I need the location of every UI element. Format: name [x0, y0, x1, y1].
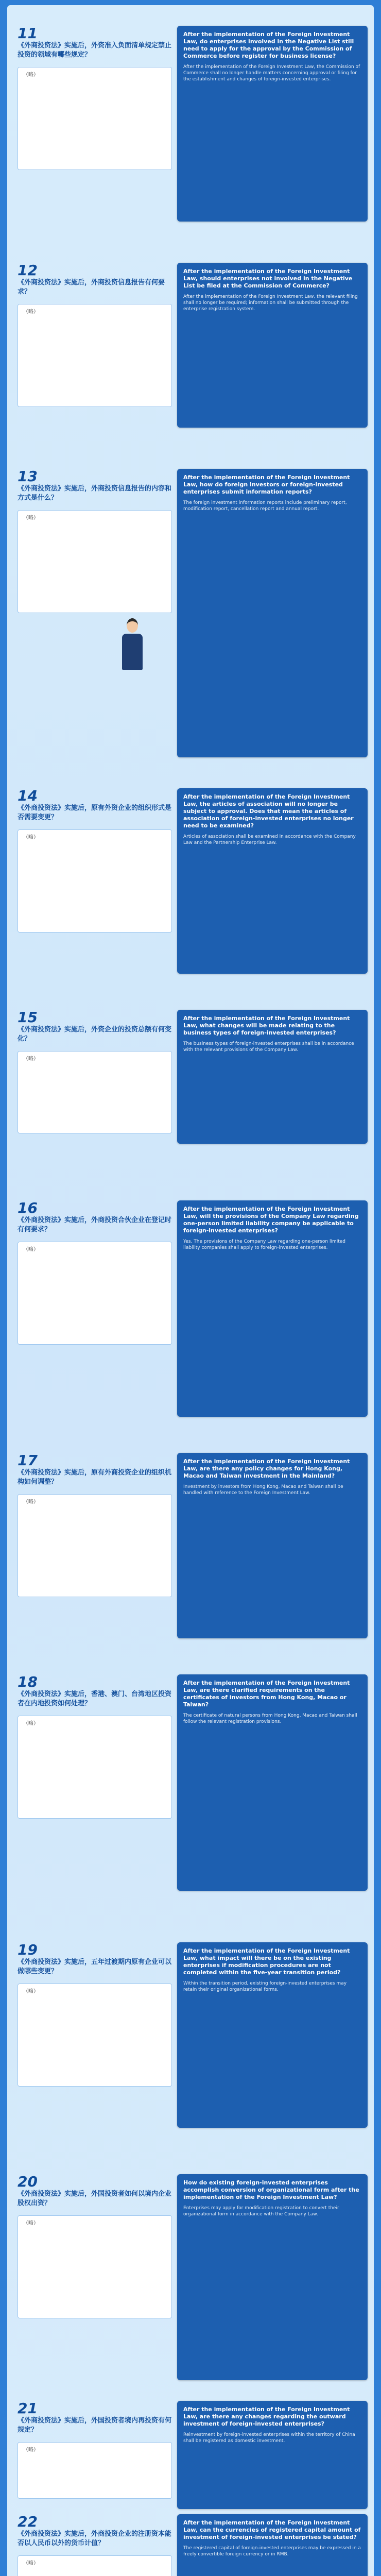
cn-question [18, 2514, 172, 2548]
en-qa-card [177, 2174, 368, 2380]
cn-answer: （略） [18, 829, 172, 933]
section-number: 19 [18, 1941, 38, 1958]
en-answer: Articles of association shall be examined in accordance with the Company Law and the Partnership Enterprise Law. [183, 834, 356, 845]
en-question: After the implementation of the Foreign Investment Law, do enterprises involved in the Negative List still need to apply for the approval by the Commission of Commerce before register for business license? [183, 31, 354, 59]
en-qa-card [177, 1453, 368, 1638]
en-question: After the implementation of the Foreign Investment Law, can the currencies of registered capital amount of investment of foreign-invested enterprises be stated? [183, 2519, 361, 2540]
en-question: After the implementation of the Foreign Investment Law, the articles of association will no longer be subject to approval. Does that mean the articles of association of foreign-invested enterprises no longer need to be examined? [183, 793, 354, 829]
en-answer: After the implementation of the Foreign Investment Law, the Commission of Commerce shall no longer handle matters concerning approval or filing for the establishment and changes of foreign-invested enterprises. [183, 64, 360, 82]
en-qa-card [177, 263, 368, 428]
en-qa-card [177, 2514, 368, 2576]
en-answer: After the implementation of the Foreign Investment Law, the relevant filing shall no longer be required; information shall be submitted through the enterprise registration system. [183, 294, 358, 312]
en-answer: The business types of foreign-invested enterprises shall be in accordance with the relevant provisions of the Company Law. [183, 1041, 354, 1053]
en-qa-card [177, 788, 368, 974]
en-question: After the implementation of the Foreign Investment Law, what changes will be made relating to the business types of foreign-invested enterprises? [183, 1015, 350, 1036]
cn-question [18, 1453, 172, 1487]
cn-question-text: 《外商投资法》实施后，外商投资合伙企业在登记时有何要求？ [18, 1216, 172, 1233]
cn-answer: （略） [18, 1051, 172, 1133]
cn-question-text: 《外商投资法》实施后，香港、澳门、台湾地区投资者在内地投资如何处理？ [18, 1690, 172, 1707]
en-question: After the implementation of the Foreign Investment Law, how do foreign investors or foreign-invested enterprises submit information reports? [183, 474, 350, 495]
en-qa-card [177, 469, 368, 757]
cn-answer: （略） [18, 1494, 172, 1597]
cn-answer: （略） [18, 1242, 172, 1345]
en-question: How do existing foreign-invested enterprises accomplish conversion of organizational form after the implementation of the Foreign Investment Law? [183, 2179, 359, 2200]
cn-question-text: 《外商投资法》实施后，外国投资者如何以境内企业股权出资？ [18, 2190, 172, 2207]
cn-question-text: 《外商投资法》实施后，原有外商投资企业的组织机构如何调整？ [18, 1469, 172, 1486]
section-number: 14 [18, 787, 38, 804]
section-number: 13 [18, 468, 38, 485]
cn-question [18, 1674, 172, 1708]
cn-answer: （略） [18, 304, 172, 407]
cn-question-text: 《外商投资法》实施后，外资企业的投资总额有何变化？ [18, 1026, 172, 1043]
en-question: After the implementation of the Foreign Investment Law, will the provisions of the Company Law regarding one-person limited liability company be applicable to foreign-invested enterprises? [183, 1206, 359, 1234]
cn-answer: （略） [18, 510, 172, 613]
cn-question-text: 《外商投资法》实施后，外资准入负面清单规定禁止投资的领域有哪些规定？ [18, 42, 172, 59]
cn-answer: （略） [18, 67, 172, 170]
en-question: After the implementation of the Foreign Investment Law, are there any policy changes for Hong Kong, Macao and Taiwan investment in the Mainland? [183, 1458, 350, 1479]
cn-question [18, 788, 172, 822]
section-number: 22 [18, 2513, 38, 2530]
cn-question [18, 1200, 172, 1234]
en-question: After the implementation of the Foreign Investment Law, are there any changes regarding the outward investment of foreign-invested enterprises? [183, 2406, 350, 2427]
en-answer: Enterprises may apply for modification registration to convert their organizational form in accordance with the Company Law. [183, 2206, 339, 2217]
en-question: After the implementation of the Foreign Investment Law, should enterprises not involved in the Negative List be filed at the Commission of Commerce? [183, 268, 353, 289]
cn-question-text: 《外商投资法》实施后，外商投资信息报告的内容和方式是什么？ [18, 485, 172, 502]
cn-question-text: 《外商投资法》实施后，外国投资者境内再投资有何规定？ [18, 2417, 172, 2434]
cn-question [18, 2401, 172, 2435]
cn-answer: （略） [18, 2442, 172, 2499]
en-qa-card [177, 1942, 368, 2128]
section-number: 20 [18, 2173, 38, 2190]
section-number: 18 [18, 1673, 38, 1690]
section-number: 17 [18, 1452, 38, 1469]
cn-question [18, 26, 172, 60]
section-number: 21 [18, 2400, 38, 2417]
en-qa-card [177, 1010, 368, 1144]
cn-question [18, 469, 172, 503]
cn-question [18, 2174, 172, 2208]
cn-question-text: 《外商投资法》实施后，外商投资企业的注册资本能否以人民币以外的货币计值？ [18, 2530, 172, 2547]
section-number: 16 [18, 1199, 38, 1216]
cn-question [18, 263, 172, 297]
cn-question-text: 《外商投资法》实施后，外商投资信息报告有何要求？ [18, 279, 165, 296]
section-number: 12 [18, 262, 38, 279]
en-qa-card [177, 1674, 368, 1891]
content-panel [7, 5, 374, 2576]
en-answer: The registered capital of foreign-invested enterprises may be expressed in a freely convertible foreign currency or in RMB. [183, 2546, 361, 2557]
section-number: 15 [18, 1009, 38, 1026]
en-qa-card [177, 2401, 368, 2509]
illustration-person [120, 618, 144, 670]
cn-question-text: 《外商投资法》实施后，五年过渡期内原有企业可以做哪些变更？ [18, 1958, 172, 1975]
cn-answer: （略） [18, 1984, 172, 2087]
en-answer: The foreign investment information reports include preliminary report, modification report, cancellation report and annual report. [183, 500, 347, 512]
en-answer: The certificate of natural persons from Hong Kong, Macao and Taiwan shall follow the relevant registration provisions. [183, 1713, 357, 1724]
en-question: After the implementation of the Foreign Investment Law, what impact will there be on the existing enterprises if modification procedures are not completed within the five-year transition period? [183, 1947, 350, 1976]
en-answer: Within the transition period, existing foreign-invested enterprises may retain their original organizational forms. [183, 1981, 347, 1992]
en-answer: Investment by investors from Hong Kong, Macao and Taiwan shall be handled with reference to the Foreign Investment Law. [183, 1484, 343, 1496]
en-question: After the implementation of the Foreign Investment Law, are there clarified requirements on the certificates of investors from Hong Kong, Macao or Taiwan? [183, 1680, 350, 1708]
cn-question [18, 1010, 172, 1044]
section-number: 11 [18, 25, 38, 42]
en-answer: Reinvestment by foreign-invested enterprises within the territory of China shall be registered as domestic investment. [183, 2432, 355, 2444]
en-qa-card [177, 26, 368, 222]
en-answer: Yes. The provisions of the Company Law regarding one-person limited liability companies shall apply to foreign-invested enterprises. [183, 1239, 345, 1250]
cn-question [18, 1942, 172, 1976]
cn-answer: （略） [18, 2215, 172, 2318]
cn-answer: （略） [18, 1716, 172, 1819]
cn-answer: （略） [18, 2555, 172, 2576]
cn-question-text: 《外商投资法》实施后，原有外资企业的组织形式是否需要变更？ [18, 804, 172, 821]
en-qa-card [177, 1200, 368, 1417]
